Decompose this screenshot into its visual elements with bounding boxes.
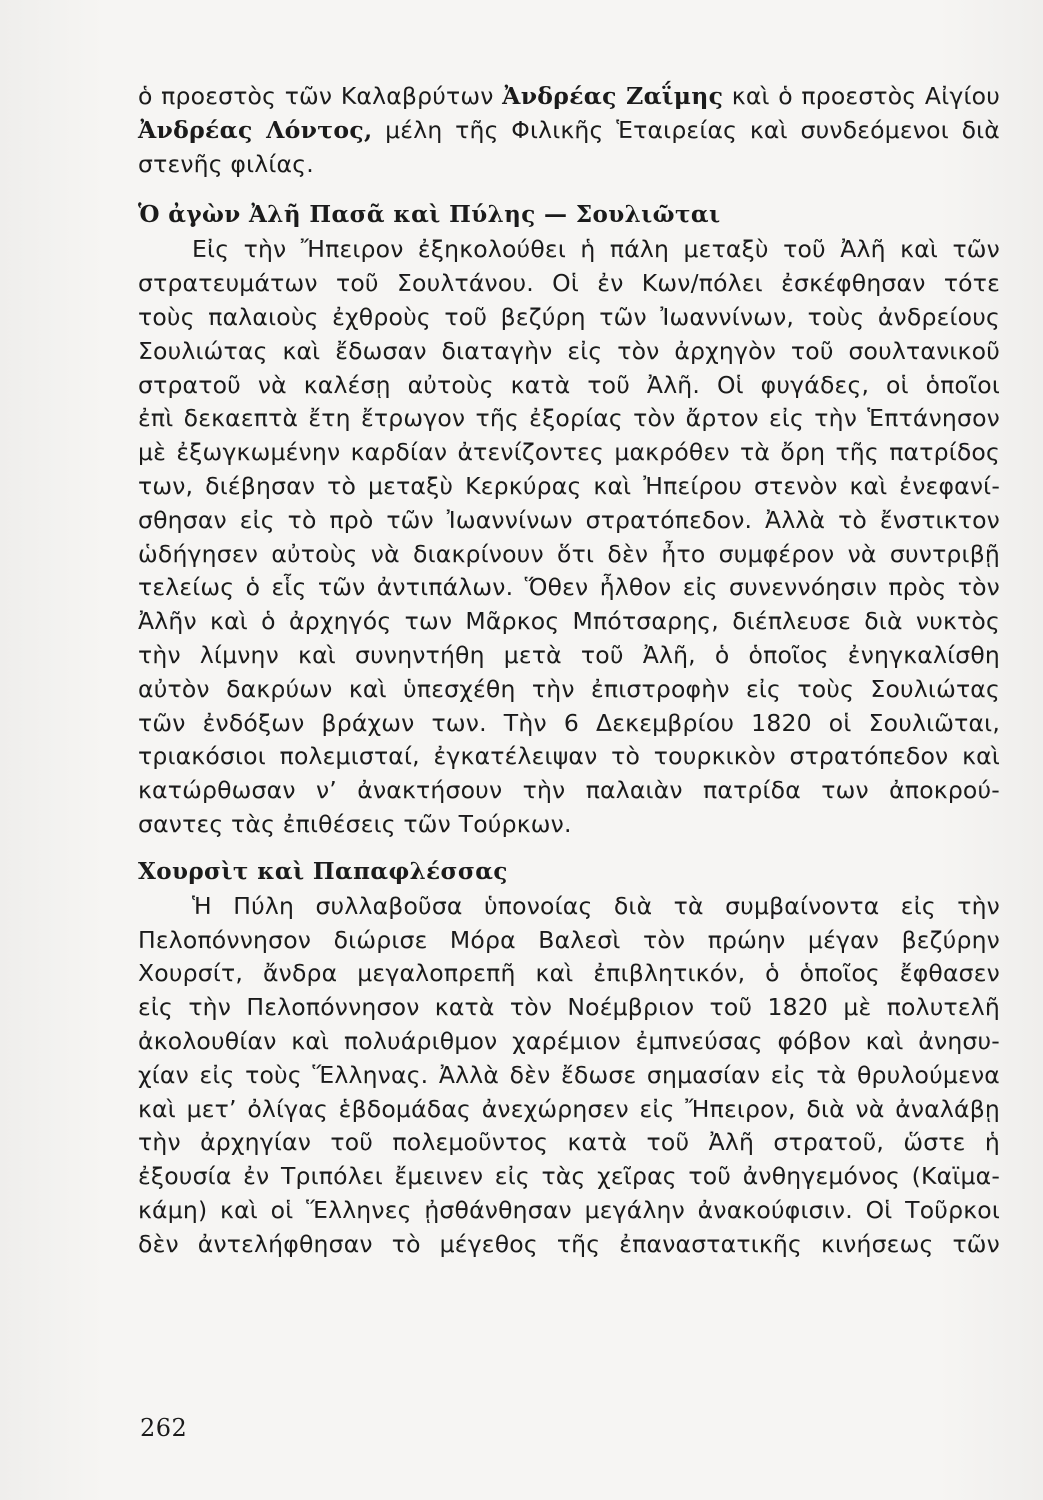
paragraph-line: στρατοῦ νὰ καλέσῃ αὐτοὺς κατὰ τοῦ Ἀλῆ. Οἱ φυγάδες, οἱ ὁποῖοι <box>138 370 1000 399</box>
paragraph-line: τῶν ἐνδόξων βράχων των. Τὴν 6 Δεκεμβρίου 1820 οἱ Σουλιῶται, <box>138 708 1000 737</box>
paragraph-line: σαντες τὰς ἐπιθέσεις τῶν Τούρκων. <box>138 809 572 838</box>
paragraph-line: των, διέβησαν τὸ μεταξὺ Κερκύρας καὶ Ἠπείρου στενὸν καὶ ἐνεφανί- <box>138 471 1000 500</box>
paragraph-line: τριακόσιοι πολεμισταί, ἐγκατέλειψαν τὸ τουρκικὸν στρατόπεδον καὶ <box>138 742 1000 771</box>
page-content <box>138 80 1000 1262</box>
intro-text: μέλη τῆς Φιλικῆς Ἑταιρείας καὶ συνδεόμενοι διὰ <box>385 115 1000 144</box>
paragraph-line: εἰς τὴν Πελοπόννησον κατὰ τὸν Νοέμβριον τοῦ 1820 μὲ πολυτελῆ <box>138 993 1000 1022</box>
paragraph-line: Ἀλῆν καὶ ὁ ἀρχηγός των Μᾶρκος Μπότσαρης, διέπλευσε διὰ νυκτὸς <box>138 607 1000 636</box>
paragraph-line: στρατευμάτων τοῦ Σουλτάνου. Οἱ ἐν Κων/πόλει ἐσκέφθησαν τότε <box>138 269 1000 298</box>
intro-line-1 <box>138 80 1000 114</box>
intro-text: καὶ ὁ προεστὸς Αἰγίου <box>731 82 1000 110</box>
name-andreas-zaimis: Ἀνδρέας Ζαΐμης <box>502 82 724 110</box>
intro-line-2 <box>138 114 1000 148</box>
paragraph-line: Σουλιώτας καὶ ἔδωσαν διαταγὴν εἰς τὸν ἀρχηγὸν τοῦ σουλτανικοῦ <box>138 336 1000 365</box>
paragraph-line: δὲν ἀντελήφθησαν τὸ μέγεθος τῆς ἐπαναστατικῆς κινήσεως τῶν <box>138 1229 1000 1258</box>
paragraph-line: κατώρθωσαν ν’ ἀνακτήσουν τὴν παλαιὰν πατρίδα των ἀποκρού- <box>138 776 1000 805</box>
paragraph-line: μὲ ἐξωγκωμένην καρδίαν ἀτενίζοντες μακρόθεν τὰ ὄρη τῆς πατρίδος <box>138 438 1000 467</box>
paragraph-line: Ἡ Πύλη συλλαβοῦσα ὑπονοίας διὰ τὰ συμβαίνοντα εἰς τὴν <box>192 891 1000 920</box>
intro-text: ὁ προεστὸς τῶν Καλαβρύτων <box>138 82 494 110</box>
paragraph-line: ὡδήγησεν αὐτοὺς νὰ διακρίνουν ὅτι δὲν ἦτο συμφέρον νὰ συντριβῇ <box>138 539 1000 568</box>
intro-line-3: στενῆς φιλίας. <box>138 149 314 178</box>
paragraph-line: κάμη) καὶ οἱ Ἕλληνες ᾐσθάνθησαν μεγάλην ἀνακούφισιν. Οἱ Τοῦρκοι <box>138 1195 1000 1224</box>
page-number: 262 <box>140 1414 188 1442</box>
paragraph-line: τὴν ἀρχηγίαν τοῦ πολεμοῦντος κατὰ τοῦ Ἀλῆ στρατοῦ, ὥστε ἡ <box>138 1128 1000 1157</box>
paragraph-line: χίαν εἰς τοὺς Ἕλληνας. Ἀλλὰ δὲν ἔδωσε σημασίαν εἰς τὰ θρυλούμενα <box>138 1060 1000 1089</box>
name-andreas-lontos: Ἀνδρέας Λόντος, <box>138 115 373 144</box>
section-heading-hursit: Χουρσὶτ καὶ Παπαφλέσσας <box>138 857 508 885</box>
paragraph-line: τὴν λίμνην καὶ συνηντήθη μετὰ τοῦ Ἀλῆ, ὁ ὁποῖος ἐνηγκαλίσθη <box>138 640 1000 669</box>
paragraph-line: Πελοπόννησον διώρισε Μόρα Βαλεσὶ τὸν πρώην μέγαν βεζύρην <box>138 925 1000 954</box>
section-heading-ali-pasha: Ὁ ἀγὼν Ἀλῆ Πασᾶ καὶ Πύλης — Σουλιῶται <box>138 201 721 229</box>
paragraph-line: Εἰς τὴν Ἤπειρον ἐξηκολούθει ἡ πάλη μεταξὺ τοῦ Ἀλῆ καὶ τῶν <box>192 235 1000 264</box>
paragraph-line: ἐξουσία ἐν Τριπόλει ἔμεινεν εἰς τὰς χεῖρας τοῦ ἀνθηγεμόνος (Καϊμα- <box>138 1162 1000 1191</box>
paragraph-line: ἐπὶ δεκαεπτὰ ἔτη ἔτρωγον τῆς ἐξορίας τὸν ἄρτον εἰς τὴν Ἑπτάνησον <box>138 404 1000 433</box>
paragraph-line: καὶ μετ’ ὀλίγας ἑβδομάδας ἀνεχώρησεν εἰς Ἤπειρον, διὰ νὰ ἀναλάβῃ <box>138 1094 1000 1123</box>
paragraph-line: τελείως ὁ εἷς τῶν ἀντιπάλων. Ὅθεν ἦλθον εἰς συνεννόησιν πρὸς τὸν <box>138 573 1000 602</box>
paragraph-line: σθησαν εἰς τὸ πρὸ τῶν Ἰωαννίνων στρατόπεδον. Ἀλλὰ τὸ ἔνστικτον <box>138 505 1000 534</box>
paragraph-line: Χουρσίτ, ἄνδρα μεγαλοπρεπῆ καὶ ἐπιβλητικόν, ὁ ὁποῖος ἔφθασεν <box>138 959 1000 988</box>
paragraph-line: ἀκολουθίαν καὶ πολυάριθμον χαρέμιον ἐμπνεύσας φόβον καὶ ἀνησυ- <box>138 1026 1000 1055</box>
paragraph-line: τοὺς παλαιοὺς ἐχθροὺς τοῦ βεζύρη τῶν Ἰωαννίνων, τοὺς ἀνδρείους <box>138 302 1000 331</box>
paragraph-line: αὐτὸν δακρύων καὶ ὑπεσχέθη τὴν ἐπιστροφὴν εἰς τοὺς Σουλιώτας <box>138 674 1000 703</box>
